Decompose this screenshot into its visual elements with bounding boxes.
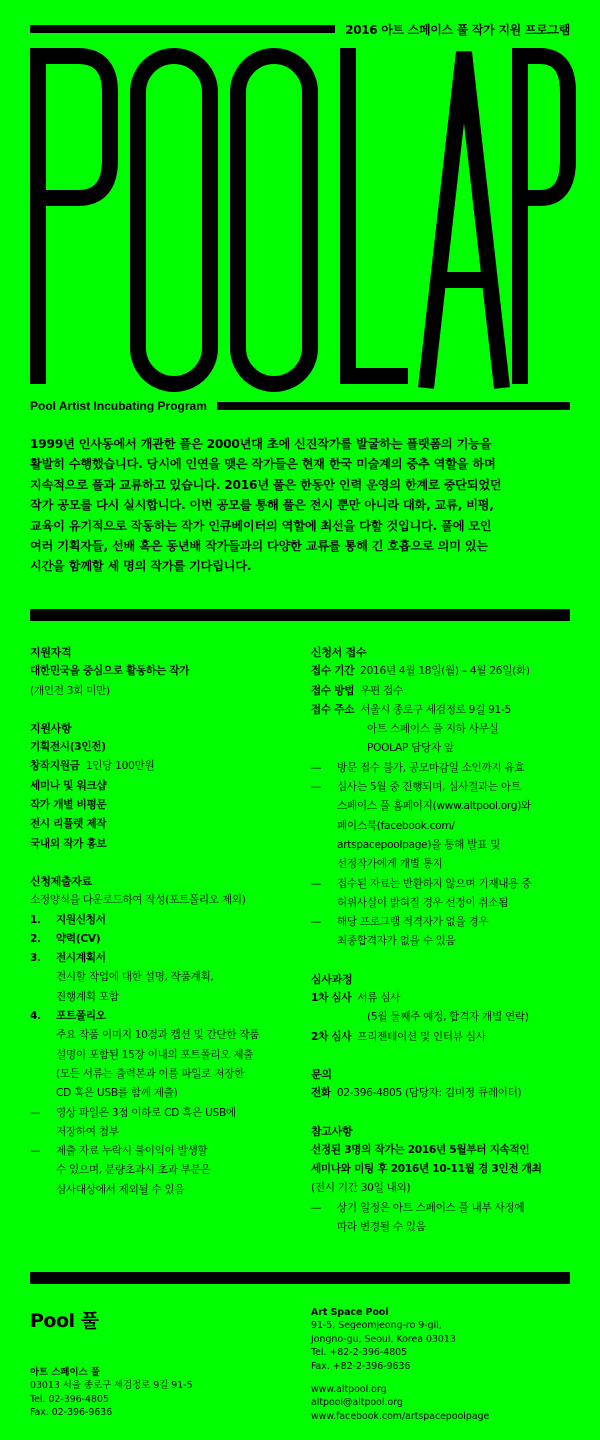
- note-text: 상기 일정은 아트 스페이스 풀 내부 사정에: [337, 1201, 525, 1214]
- item-title: 전시계획서: [56, 952, 106, 965]
- notes-line: (전시 기간 30일 내외): [311, 1182, 411, 1195]
- intro-line: 여러 기획자들, 선배 혹은 동년배 작가들과의 다양한 교류를 통해 긴 호흡으로 의미 있는: [30, 539, 489, 554]
- dash-mark: —: [30, 1106, 41, 1119]
- period-value: 2016년 4월 18일(월) – 4월 26일(화): [360, 665, 530, 678]
- address-line: 아트 스페이스 풀 지하 사무실: [367, 723, 499, 736]
- address-label: 접수 주소: [311, 703, 355, 716]
- address-line: 서울시 종로구 세검정로 9길 91-5: [360, 703, 511, 716]
- pool-logo: Pool 풀: [30, 1310, 99, 1332]
- note-text: 영상 파일은 3점 이하로 CD 혹은 USB에: [56, 1106, 236, 1119]
- item-desc: 진행계획 포함: [56, 990, 119, 1003]
- top-rule: [30, 25, 335, 33]
- support-item: 전시 리플렛 제작: [30, 818, 107, 831]
- review-row: [311, 989, 577, 1008]
- intro-line: 교육이 유기적으로 작동하는 작가 인큐베이터의 역할에 최선을 다할 것입니다. 풀에 모인: [30, 518, 492, 533]
- footer-korean: [30, 1366, 193, 1420]
- en-name: Art Space Pool: [311, 1307, 389, 1318]
- dash-mark: —: [311, 1201, 322, 1214]
- intro-paragraph: [30, 434, 570, 577]
- kr-tel: Tel. 02-396-4805: [30, 1393, 109, 1405]
- period-row: [311, 662, 577, 681]
- address-line: POOLAP 담당자 앞: [367, 742, 454, 755]
- material-item: [30, 911, 298, 930]
- item-number: 4.: [30, 1010, 41, 1023]
- section-heading: 지원자격: [30, 646, 72, 659]
- section-heading: 참고사항: [311, 1124, 353, 1138]
- support-item: 기획전시(3인전): [30, 741, 106, 754]
- item-number: 3.: [30, 952, 41, 965]
- intro-line: 작가 공모를 다시 실시합니다. 이번 공모를 통해 풀은 전시 뿐만 아니라 대화, 교류, 비평,: [30, 498, 494, 513]
- phone-label: 전화: [311, 1087, 331, 1100]
- footer-english: [311, 1306, 489, 1423]
- period-label: 접수 기간: [311, 665, 355, 678]
- section-heading: 심사과정: [311, 972, 353, 986]
- dash-note: [311, 778, 577, 797]
- review-value: 서류 심사: [357, 992, 401, 1005]
- dash-note: [311, 759, 577, 778]
- review-value: 프리젠테이션 및 인터뷰 심사: [357, 1030, 486, 1043]
- letter-a: [426, 52, 502, 388]
- program-subtitle: Pool Artist Incubating Program: [30, 399, 207, 413]
- dash-mark: —: [311, 877, 322, 890]
- subtitle-banner: [30, 398, 570, 414]
- note-text: 스페이스 풀 홈페이지(www.altpool.org)와: [337, 800, 531, 813]
- item-number: 2.: [30, 932, 41, 945]
- section-divider: [30, 609, 570, 621]
- item-title: 약력(CV): [56, 932, 101, 945]
- method-value: 우편 접수: [360, 684, 403, 697]
- note-text: 접수된 자료는 반환하지 않으며 기재내용 중: [337, 877, 532, 890]
- item-desc: 주요 작품 이미지 10점과 캡션 및 간단한 작품: [56, 1029, 260, 1042]
- top-banner: [30, 20, 570, 38]
- materials-intro: 소정양식을 다운로드하여 작성(포트폴리오 제외): [30, 894, 246, 907]
- section-heading: 문의: [311, 1067, 332, 1081]
- method-label: 접수 방법: [311, 684, 355, 697]
- en-address: Jongno-gu, Seoul, Korea 03013: [311, 1333, 456, 1345]
- section-heading: 지원사항: [30, 721, 72, 735]
- dash-note: [311, 1199, 577, 1218]
- left-column: [30, 643, 298, 1218]
- item-desc: 설명이 포함된 15장 이내의 포트폴리오 제출: [56, 1048, 254, 1061]
- note-text: 해당 프로그램 적격자가 없을 경우: [337, 916, 489, 929]
- program-title: 2016 아트 스페이스 풀 작가 지원 프로그램: [345, 22, 570, 37]
- notes-section: [311, 1122, 577, 1238]
- inquiry-section: [311, 1065, 577, 1104]
- support-item: 세미나 및 워크샵: [30, 779, 107, 792]
- letter-p2: [520, 56, 568, 384]
- poolap-logo: [24, 40, 580, 392]
- facebook-link[interactable]: www.facebook.com/artspacepoolpage: [311, 1410, 490, 1422]
- intro-line: 1999년 인사동에서 개관한 풀은 2000년대 초에 신진작가를 발굴하는 플랫폼의 기능을: [30, 437, 492, 451]
- dash-mark: —: [311, 761, 322, 774]
- dash-mark: —: [311, 916, 322, 929]
- note-text: 따라 변경될 수 있음: [337, 1221, 426, 1234]
- kr-fax: Fax. 02-396-9636: [30, 1407, 113, 1419]
- right-column: [311, 643, 577, 1255]
- notes-line: 세미나와 미팅 후 2016년 10-11월 경 3인전 개최: [311, 1163, 542, 1176]
- note-text: 허위사실이 밝혀질 경우 선정이 취소됨: [337, 896, 509, 909]
- eligibility-note: (개인전 3회 미만): [30, 684, 110, 697]
- note-text: 페이스북(facebook.com/: [337, 819, 455, 832]
- material-item: [30, 1007, 298, 1026]
- material-item: [30, 930, 298, 949]
- website-link[interactable]: www.altpool.org: [311, 1384, 387, 1396]
- item-desc: (모든 서류는 출력본과 이를 파일로 저장한: [56, 1067, 245, 1080]
- note-text: 저장하여 첨부: [56, 1125, 119, 1138]
- support-item: 작가 개별 비평문: [30, 799, 107, 812]
- dash-note: [30, 1104, 298, 1123]
- dash-mark: —: [311, 781, 322, 794]
- note-text: 방문 접수 불가, 공모마감일 소인까지 유효: [337, 761, 525, 774]
- review-row: [311, 1028, 577, 1047]
- en-fax: Fax. +82-2-396-9636: [311, 1360, 411, 1372]
- review-label: 1차 심사: [311, 992, 352, 1005]
- letter-o1: [138, 56, 210, 384]
- en-address: 91-5, Segeomjeong-ro 9-gil,: [311, 1320, 442, 1332]
- intro-line: 지속적으로 풀과 교류하고 있습니다. 2016년 풀은 한동안 인력 운영의 한계로 중단되었던: [30, 477, 502, 492]
- note-text: 최종합격자가 없을 수 있음: [337, 935, 456, 948]
- intro-line: 활발히 수행했습니다. 당시에 인연을 맺은 작가들은 현재 한국 미술계의 중추 역할을 하며: [30, 457, 496, 472]
- email-link[interactable]: altpool@altpool.org: [311, 1397, 403, 1409]
- letter-o2: [238, 56, 310, 384]
- dash-note: [30, 1142, 298, 1161]
- note-text: 심사는 5월 중 진행되며, 심사결과는 아트: [337, 781, 521, 794]
- review-section: [311, 970, 577, 1047]
- subtitle-rule: [217, 402, 570, 410]
- grant-label: 창작지원금: [30, 760, 80, 773]
- letter-p1: [38, 56, 110, 384]
- materials-section: [30, 872, 298, 1200]
- note-text: artspacepoolpage)을 통해 발표 및: [337, 838, 501, 851]
- notes-line: 선정된 3명의 작가는 2016년 5월부터 지속적인: [311, 1143, 530, 1156]
- dash-note: [311, 913, 577, 932]
- phone-row: [311, 1084, 577, 1103]
- en-tel: Tel. +82-2-396-4805: [311, 1347, 408, 1359]
- material-item: [30, 949, 298, 968]
- review-label: 2차 심사: [311, 1030, 352, 1043]
- note-text: 선정작가에게 개별 통지: [337, 858, 443, 871]
- phone-value: 02-396-4805 (담당자: 김미정 큐레이터): [336, 1087, 522, 1100]
- support-item: 국내외 작가 홍보: [30, 837, 107, 850]
- submission-section: [311, 643, 577, 952]
- item-number: 1.: [30, 913, 41, 926]
- eligibility-text: 대한민국을 중심으로 활동하는 작가: [30, 665, 190, 678]
- item-title: 포트폴리오: [56, 1010, 106, 1023]
- eligibility-section: [30, 643, 298, 701]
- address-row: [311, 701, 577, 720]
- section-heading: 신청제출자료: [30, 874, 92, 888]
- dash-note: [311, 875, 577, 894]
- intro-line: 시간을 함께할 세 명의 작가를 기다립니다.: [30, 559, 252, 574]
- letter-l: [348, 48, 408, 376]
- kr-name: 아트 스페이스 풀: [30, 1367, 100, 1378]
- dash-mark: —: [30, 1145, 41, 1158]
- item-desc: CD 혹은 USB를 함께 제출): [56, 1087, 178, 1100]
- review-note: (5월 둘째주 예정, 합격자 개별 연락): [367, 1011, 529, 1024]
- note-text: 수 있으며, 분량초과시 초과 부분은: [56, 1164, 211, 1177]
- section-heading: 신청서 접수: [311, 646, 367, 659]
- footer-divider: [30, 1272, 570, 1284]
- method-row: [311, 682, 577, 701]
- support-section: [30, 719, 298, 854]
- note-text: 제출 자료 누락시 불이익이 발생할: [56, 1145, 208, 1158]
- note-text: 심사대상에서 제외될 수 있음: [56, 1183, 185, 1196]
- kr-address: 03013 서울 종로구 세검정로 9길 91-5: [30, 1380, 193, 1392]
- item-title: 지원신청서: [56, 913, 106, 926]
- grant-value: 1인당 100만원: [85, 760, 155, 773]
- item-desc: 전시할 작업에 대한 설명, 작품계획,: [56, 971, 214, 984]
